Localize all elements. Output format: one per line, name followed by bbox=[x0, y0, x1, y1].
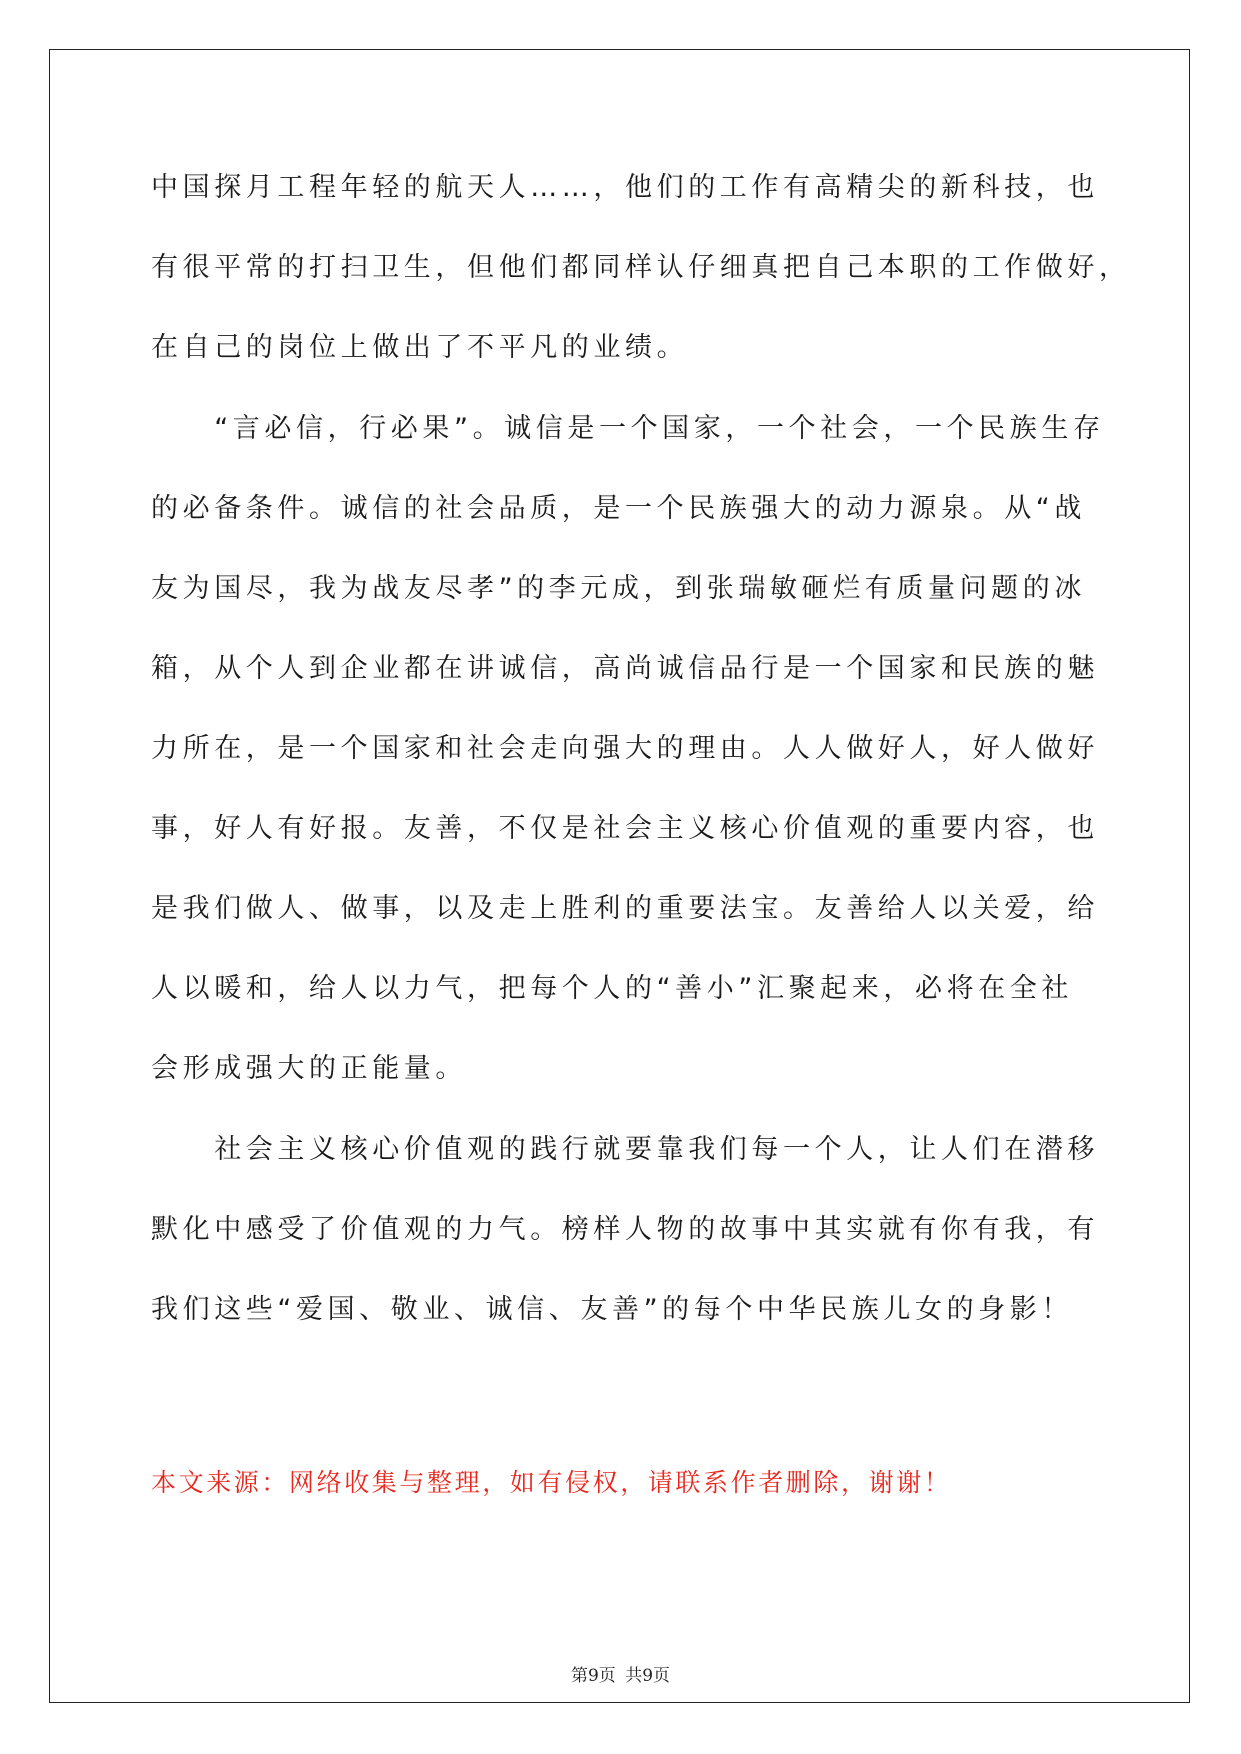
page-number-current: 第9页 bbox=[570, 1666, 616, 1686]
body-line: “言必信，行必果”。诚信是一个国家，一个社会，一个民族生存 bbox=[151, 413, 1105, 444]
source-note: 本文来源：网络收集与整理，如有侵权，请联系作者删除，谢谢！ bbox=[151, 1468, 952, 1497]
body-line: 有很平常的打扫卫生，但他们都同样认仔细真把自己本职的工作做好， bbox=[151, 252, 1131, 283]
page-border bbox=[49, 49, 1190, 1703]
body-line: 我们这些“爱国、敬业、诚信、友善”的每个中华民族儿女的身影！ bbox=[151, 1294, 1073, 1325]
body-line: 箱，从个人到企业都在讲诚信，高尚诚信品行是一个国家和民族的魅 bbox=[151, 653, 1099, 684]
body-line: 在自己的岗位上做出了不平凡的业绩。 bbox=[151, 332, 689, 363]
body-line: 默化中感受了价值观的力气。榜样人物的故事中其实就有你有我，有 bbox=[151, 1214, 1099, 1245]
body-line: 人以暖和，给人以力气，把每个人的“善小”汇聚起来，必将在全社 bbox=[151, 973, 1073, 1004]
page-footer bbox=[0, 1661, 1241, 1686]
body-line: 的必备条件。诚信的社会品质，是一个民族强大的动力源泉。从“战 bbox=[151, 493, 1086, 524]
body-line: 是我们做人、做事，以及走上胜利的重要法宝。友善给人以关爱，给 bbox=[151, 893, 1099, 924]
body-line: 事，好人有好报。友善，不仅是社会主义核心价值观的重要内容，也 bbox=[151, 813, 1099, 844]
body-line: 力所在，是一个国家和社会走向强大的理由。人人做好人，好人做好 bbox=[151, 733, 1099, 764]
body-line: 中国探月工程年轻的航天人……，他们的工作有高精尖的新科技，也 bbox=[151, 172, 1099, 203]
body-line: 社会主义核心价值观的践行就要靠我们每一个人，让人们在潜移 bbox=[151, 1134, 1099, 1165]
body-line: 友为国尽，我为战友尽孝”的李元成，到张瑞敏砸烂有质量问题的冰 bbox=[151, 573, 1086, 604]
body-line: 会形成强大的正能量。 bbox=[151, 1053, 467, 1084]
page-number-total: 共9页 bbox=[625, 1666, 671, 1686]
